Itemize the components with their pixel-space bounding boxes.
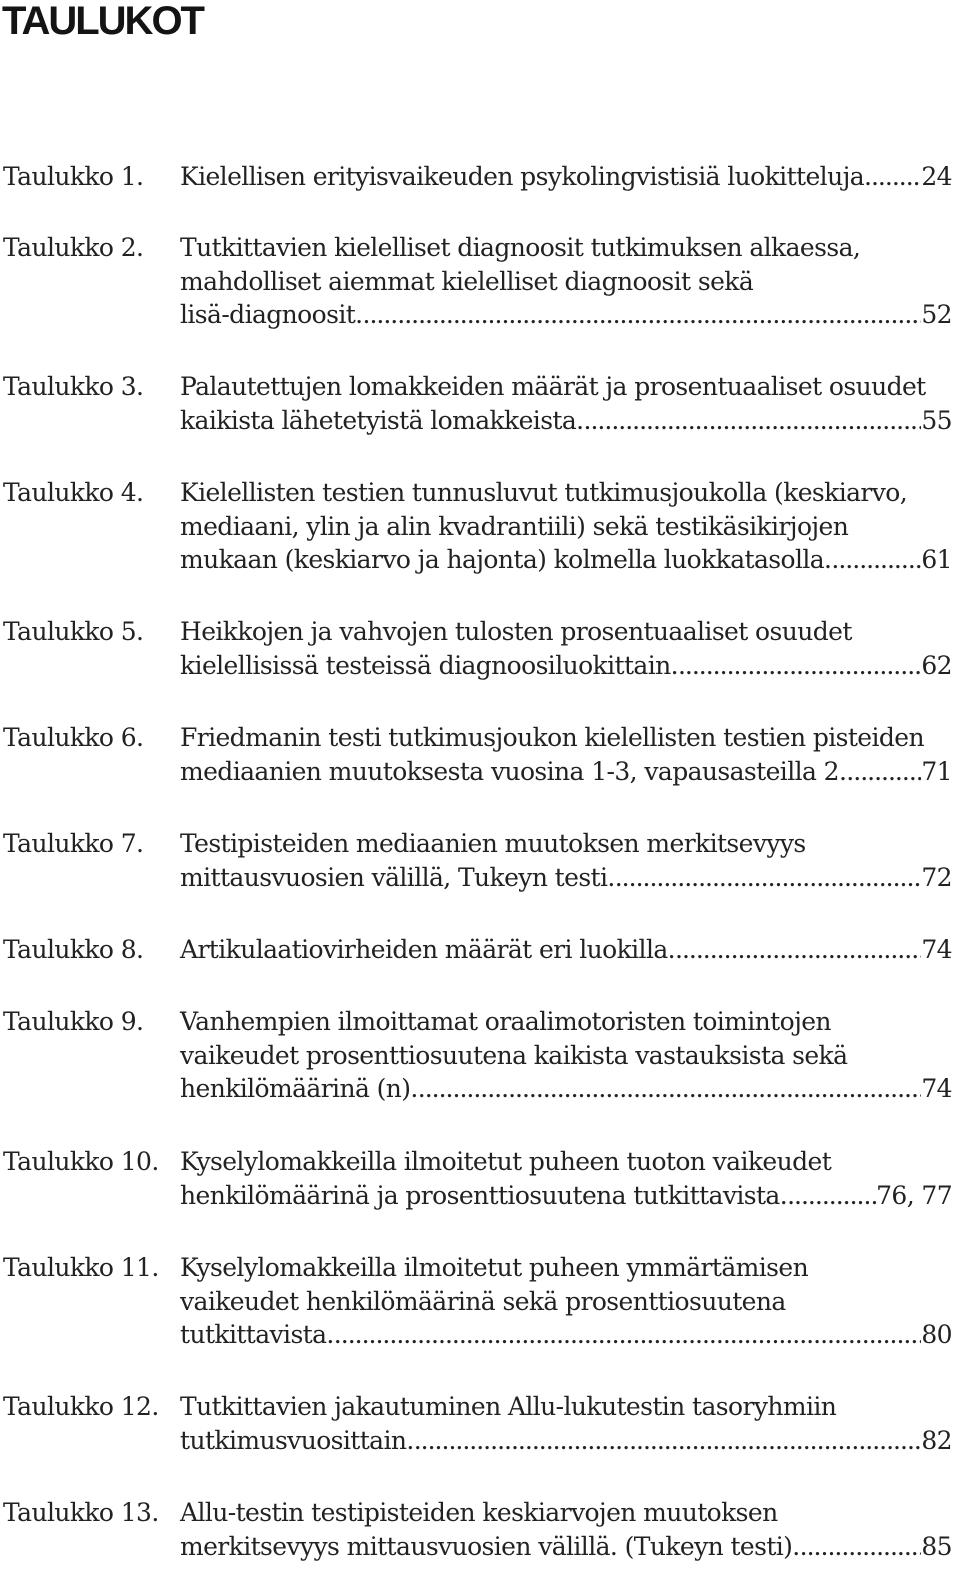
entry-text-line: henkilömäärinä (n). bbox=[180, 1074, 418, 1103]
entry-description bbox=[180, 1145, 952, 1212]
entry-label: Taulukko 9. bbox=[3, 1007, 144, 1036]
entry-last-line bbox=[180, 1424, 952, 1458]
toc-entry[interactable] bbox=[0, 1496, 952, 1563]
entry-last-line bbox=[180, 404, 952, 438]
entry-text-line: lisä-diagnoosit. bbox=[180, 300, 363, 329]
entry-text-line: Artikulaatiovirheiden määrät eri luokilla. bbox=[180, 935, 675, 964]
entry-last-line bbox=[180, 861, 952, 895]
dot-leader bbox=[678, 649, 921, 683]
page-number: 52 bbox=[921, 300, 952, 329]
dot-leader bbox=[584, 404, 922, 438]
entry-last-line bbox=[180, 933, 952, 967]
entry-description bbox=[180, 476, 952, 577]
entry-label: Taulukko 12. bbox=[3, 1392, 159, 1421]
entry-last-line bbox=[180, 160, 952, 194]
entry-text-line: tutkimusvuosittain. bbox=[180, 1425, 414, 1455]
toc-entry[interactable] bbox=[0, 1390, 952, 1457]
toc-entry[interactable] bbox=[0, 615, 952, 682]
entry-label: Taulukko 4. bbox=[3, 478, 144, 507]
entry-text-line: mittausvuosien välillä, Tukeyn testi. bbox=[180, 862, 615, 892]
entry-text-line: tutkittavista. bbox=[180, 1320, 334, 1349]
entry-last-line bbox=[180, 1072, 952, 1106]
entry-label: Taulukko 8. bbox=[3, 935, 144, 964]
page-number: 76, 77 bbox=[876, 1180, 952, 1210]
entry-description bbox=[180, 827, 952, 894]
entry-text-line: merkitsevyys mittausvuosien välillä. (Tukeyn testi). bbox=[180, 1531, 800, 1561]
page-number: 85 bbox=[921, 1531, 952, 1561]
toc-entry[interactable] bbox=[0, 1145, 952, 1212]
entry-label: Taulukko 7. bbox=[3, 829, 144, 858]
entry-description bbox=[180, 370, 952, 437]
page-number: 74 bbox=[921, 935, 952, 964]
entry-text-line: mediaanien muutoksesta vuosina 1-3, vapausasteilla 2. bbox=[180, 756, 847, 786]
dot-leader bbox=[787, 1179, 876, 1213]
entry-last-line bbox=[180, 543, 952, 577]
page-number: 80 bbox=[921, 1320, 952, 1349]
entry-text-line: Vanhempien ilmoittamat oraalimotoristen toimintojen bbox=[180, 1007, 831, 1036]
entry-text-line: Tutkittavien kielelliset diagnoosit tutkimuksen alkaessa, bbox=[180, 233, 861, 262]
entry-label: Taulukko 5. bbox=[3, 617, 144, 646]
toc-entry[interactable] bbox=[0, 1005, 952, 1106]
page-title: TAULUKOT bbox=[2, 0, 203, 43]
entry-text-line: Heikkojen ja vahvojen tulosten prosentuaaliset osuudet bbox=[180, 617, 852, 646]
entry-text-line: henkilömäärinä ja prosenttiosuutena tutkittavista. bbox=[180, 1180, 788, 1210]
entry-description bbox=[180, 160, 952, 194]
entry-text-line: Kyselylomakkeilla ilmoitetut puheen tuoton vaikeudet bbox=[180, 1147, 832, 1176]
toc-entry[interactable] bbox=[0, 160, 952, 194]
entry-text-line: Kielellisen erityisvaikeuden psykolingvistisiä luokitteluja bbox=[180, 162, 865, 191]
page-number: 62 bbox=[921, 650, 952, 680]
toc-entry[interactable] bbox=[0, 370, 952, 437]
entry-description bbox=[180, 1496, 952, 1563]
entry-label: Taulukko 3. bbox=[3, 372, 144, 401]
entry-last-line bbox=[180, 1530, 952, 1564]
entry-label: Taulukko 13. bbox=[3, 1498, 159, 1527]
entry-description bbox=[180, 721, 952, 788]
entry-text-line: Palautettujen lomakkeiden määrät ja prosentuaaliset osuudet bbox=[180, 372, 926, 401]
entry-text-line: vaikeudet henkilömäärinä sekä prosenttiosuutena bbox=[180, 1286, 786, 1316]
entry-text-line: Tutkittavien jakautuminen Allu-lukutestin tasoryhmiin bbox=[180, 1392, 837, 1421]
entry-label: Taulukko 11. bbox=[3, 1253, 159, 1282]
page-number: 55 bbox=[921, 405, 952, 435]
dot-leader bbox=[334, 1318, 922, 1352]
entry-description bbox=[180, 933, 952, 967]
dot-leader bbox=[675, 933, 921, 967]
toc-entry[interactable] bbox=[0, 721, 952, 788]
entry-text-line: kielellisissä testeissä diagnoosiluokittain. bbox=[180, 650, 678, 680]
dot-leader bbox=[363, 298, 922, 332]
page-number: 82 bbox=[921, 1425, 952, 1455]
entry-label: Taulukko 10. bbox=[3, 1147, 159, 1176]
dot-leader bbox=[615, 861, 922, 895]
toc-entry[interactable] bbox=[0, 476, 952, 577]
toc-entry[interactable] bbox=[0, 827, 952, 894]
entry-label: Taulukko 2. bbox=[3, 233, 144, 262]
entry-description bbox=[180, 1251, 952, 1352]
page-number: 61 bbox=[921, 545, 952, 574]
entry-last-line bbox=[180, 1318, 952, 1352]
entry-text-line: Allu-testin testipisteiden keskiarvojen muutoksen bbox=[180, 1498, 778, 1527]
entry-text-line: mediaani, ylin ja alin kvadrantiili) sekä testikäsikirjojen bbox=[180, 511, 849, 541]
entry-text-line: kaikista lähetetyistä lomakkeista. bbox=[180, 405, 584, 435]
entry-text-line: mahdolliset aiemmat kielelliset diagnoosit sekä bbox=[180, 266, 754, 296]
entry-text-line: mukaan (keskiarvo ja hajonta) kolmella luokkatasolla. bbox=[180, 545, 832, 574]
page-number: 71 bbox=[921, 756, 952, 786]
entry-label: Taulukko 1. bbox=[3, 162, 144, 191]
page-number: 74 bbox=[921, 1074, 952, 1103]
entry-last-line bbox=[180, 649, 952, 683]
entry-text-line: Kyselylomakkeilla ilmoitetut puheen ymmärtämisen bbox=[180, 1253, 809, 1282]
entry-description bbox=[180, 231, 952, 332]
entry-description bbox=[180, 1390, 952, 1457]
page-number: 72 bbox=[921, 862, 952, 892]
entry-last-line bbox=[180, 1179, 952, 1213]
dot-leader bbox=[846, 755, 921, 789]
entry-text-line: Kielellisten testien tunnusluvut tutkimusjoukolla (keskiarvo, bbox=[180, 478, 908, 507]
dot-leader bbox=[864, 160, 921, 194]
page-number: 24 bbox=[921, 162, 952, 191]
toc-entry[interactable] bbox=[0, 933, 952, 967]
dot-leader bbox=[418, 1072, 922, 1106]
entry-description bbox=[180, 615, 952, 682]
entry-description bbox=[180, 1005, 952, 1106]
dot-leader bbox=[831, 543, 921, 577]
entry-label: Taulukko 6. bbox=[3, 723, 144, 752]
dot-leader bbox=[414, 1424, 922, 1458]
toc-entry[interactable] bbox=[0, 1251, 952, 1352]
entry-last-line bbox=[180, 298, 952, 332]
toc-entry[interactable] bbox=[0, 231, 952, 332]
entry-last-line bbox=[180, 755, 952, 789]
entry-text-line: Testipisteiden mediaanien muutoksen merkitsevyys bbox=[180, 829, 806, 858]
entry-text-line: Friedmanin testi tutkimusjoukon kielellisten testien pisteiden bbox=[180, 723, 924, 752]
dot-leader bbox=[800, 1530, 922, 1564]
entry-text-line: vaikeudet prosenttiosuutena kaikista vastauksista sekä bbox=[180, 1040, 848, 1070]
